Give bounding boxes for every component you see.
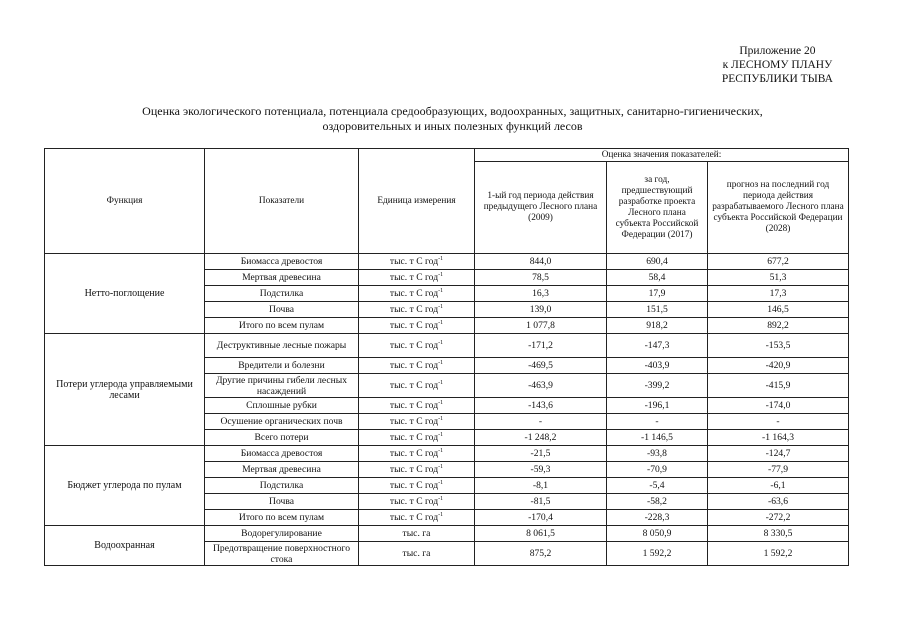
unit-cell [359,446,475,462]
table-row [45,446,849,462]
value-cell-3: 892,2 [708,318,849,334]
indicator-cell: Итого по всем пулам [205,318,359,334]
value-cell-3: 146,5 [708,302,849,318]
indicator-cell: Сплошные рубки [205,398,359,414]
value-cell-2: -196,1 [607,398,708,414]
value-cell-3: -174,0 [708,398,849,414]
value-cell-1: - [475,414,607,430]
value-cell-1: -463,9 [475,374,607,398]
unit-exponent: -1 [438,479,444,486]
table-row [45,526,849,542]
unit-cell [359,358,475,374]
indicator-cell: Осушение органических почв [205,414,359,430]
value-cell-1: -469,5 [475,358,607,374]
value-cell-2: -403,9 [607,358,708,374]
unit-exponent: -1 [438,431,444,438]
unit-base: тыс. т С год [389,512,439,523]
unit-base: тыс. т С год [389,272,439,283]
unit-exponent: -1 [438,415,444,422]
unit-cell [359,398,475,414]
header-indicators: Показатели [205,149,359,254]
unit-base: тыс. т С год [389,304,439,315]
unit-cell [359,334,475,358]
value-cell-1: 78,5 [475,270,607,286]
unit-exponent: -1 [438,339,444,346]
value-cell-2: 17,9 [607,286,708,302]
table-row [45,334,849,358]
indicator-cell: Предотвращение поверхностного стока [205,542,359,566]
unit-base: тыс. т С год [389,340,439,351]
title-line-2: оздоровительных и иных полезных функций лесов [322,119,583,133]
unit-base: тыс. т С год [389,416,439,427]
indicator-cell: Всего потери [205,430,359,446]
unit-cell: тыс. га [359,542,475,566]
document-title [0,104,905,134]
value-cell-3: -1 164,3 [708,430,849,446]
unit-exponent: -1 [438,379,444,386]
value-cell-2: 8 050,9 [607,526,708,542]
unit-base: тыс. т С год [389,480,439,491]
value-cell-1: -171,2 [475,334,607,358]
unit-exponent: -1 [438,399,444,406]
value-cell-1: 139,0 [475,302,607,318]
function-cell: Водоохранная [45,526,205,566]
value-cell-2: -70,9 [607,462,708,478]
unit-cell [359,318,475,334]
value-cell-1: -1 248,2 [475,430,607,446]
value-cell-3: -415,9 [708,374,849,398]
value-cell-3: 677,2 [708,254,849,270]
unit-base: тыс. т С год [389,400,439,411]
unit-cell [359,374,475,398]
value-cell-1: 8 061,5 [475,526,607,542]
header-period-3: прогноз на последний год периода действия разрабатываемого Лесного плана субъекта Российской Федерации (2028) [708,162,849,254]
indicator-cell: Почва [205,302,359,318]
table-body [45,254,849,566]
unit-exponent: -1 [438,511,444,518]
function-cell: Потери углерода управляемыми лесами [45,334,205,446]
appendix-line-1: Приложение 20 [739,45,816,57]
indicator-cell: Вредители и болезни [205,358,359,374]
value-cell-1: -170,4 [475,510,607,526]
unit-exponent: -1 [438,255,444,262]
unit-cell: тыс. га [359,526,475,542]
unit-exponent: -1 [438,319,444,326]
unit-cell [359,478,475,494]
value-cell-1: -143,6 [475,398,607,414]
unit-exponent: -1 [438,463,444,470]
appendix-note [722,44,833,86]
unit-cell [359,494,475,510]
function-cell: Бюджет углерода по пулам [45,446,205,526]
unit-base: тыс. т С год [389,432,439,443]
value-cell-3: -420,9 [708,358,849,374]
value-cell-2: 690,4 [607,254,708,270]
title-line-1: Оценка экологического потенциала, потенциала средообразующих, водоохранных, защитных, санитарно-гигиенических, [142,104,763,118]
value-cell-3: -63,6 [708,494,849,510]
unit-cell [359,430,475,446]
unit-exponent: -1 [438,271,444,278]
unit-exponent: -1 [438,447,444,454]
indicator-cell: Итого по всем пулам [205,510,359,526]
value-cell-1: -81,5 [475,494,607,510]
unit-base: тыс. т С год [389,360,439,371]
unit-cell [359,414,475,430]
indicator-cell: Мертвая древесина [205,462,359,478]
unit-base: тыс. т С год [389,380,439,391]
indicator-cell: Подстилка [205,286,359,302]
indicator-cell: Другие причины гибели лесных насаждений [205,374,359,398]
value-cell-2: -58,2 [607,494,708,510]
value-cell-3: -77,9 [708,462,849,478]
indicator-cell: Деструктивные лесные пожары [205,334,359,358]
unit-cell [359,462,475,478]
value-cell-1: -59,3 [475,462,607,478]
value-cell-3: -272,2 [708,510,849,526]
unit-base: тыс. т С год [389,448,439,459]
unit-base: тыс. т С год [389,288,439,299]
value-cell-1: -21,5 [475,446,607,462]
unit-cell [359,286,475,302]
header-period-1: 1-ый год периода действия предыдущего Лесного плана (2009) [475,162,607,254]
value-cell-3: - [708,414,849,430]
unit-exponent: -1 [438,495,444,502]
unit-base: тыс. т С год [389,496,439,507]
indicator-cell: Мертвая древесина [205,270,359,286]
value-cell-2: -5,4 [607,478,708,494]
value-cell-3: -153,5 [708,334,849,358]
unit-cell [359,302,475,318]
value-cell-2: -93,8 [607,446,708,462]
value-cell-3: 51,3 [708,270,849,286]
appendix-line-2: к ЛЕСНОМУ ПЛАНУ [722,59,833,71]
indicator-cell: Водорегулирование [205,526,359,542]
unit-exponent: -1 [438,287,444,294]
value-cell-1: 844,0 [475,254,607,270]
value-cell-1: -8,1 [475,478,607,494]
unit-cell [359,270,475,286]
unit-base: тыс. т С год [389,464,439,475]
value-cell-3: 1 592,2 [708,542,849,566]
assessment-table [44,148,849,566]
unit-cell [359,510,475,526]
value-cell-2: 58,4 [607,270,708,286]
appendix-line-3: РЕСПУБЛИКИ ТЫВА [721,73,833,85]
value-cell-2: 151,5 [607,302,708,318]
header-row-1 [45,149,849,162]
value-cell-2: 918,2 [607,318,708,334]
indicator-cell: Подстилка [205,478,359,494]
value-cell-1: 16,3 [475,286,607,302]
value-cell-2: 1 592,2 [607,542,708,566]
unit-exponent: -1 [438,359,444,366]
value-cell-3: 17,3 [708,286,849,302]
value-cell-3: -124,7 [708,446,849,462]
unit-base: тыс. т С год [389,256,439,267]
indicator-cell: Почва [205,494,359,510]
unit-base: тыс. т С год [389,320,439,331]
indicator-cell: Биомасса древостоя [205,254,359,270]
value-cell-1: 1 077,8 [475,318,607,334]
header-period-2: за год, предшествующий разработке проекта Лесного плана субъекта Российской Федерации (2017) [607,162,708,254]
value-cell-1: 875,2 [475,542,607,566]
unit-exponent: -1 [438,303,444,310]
value-cell-2: -1 146,5 [607,430,708,446]
value-cell-3: -6,1 [708,478,849,494]
header-function: Функция [45,149,205,254]
value-cell-2: -399,2 [607,374,708,398]
value-cell-2: -228,3 [607,510,708,526]
value-cell-2: -147,3 [607,334,708,358]
value-cell-3: 8 330,5 [708,526,849,542]
value-cell-2: - [607,414,708,430]
header-unit: Единица измерения [359,149,475,254]
indicator-cell: Биомасса древостоя [205,446,359,462]
unit-cell [359,254,475,270]
table-row [45,254,849,270]
header-estimate: Оценка значения показателей: [475,149,849,162]
function-cell: Нетто-поглощение [45,254,205,334]
